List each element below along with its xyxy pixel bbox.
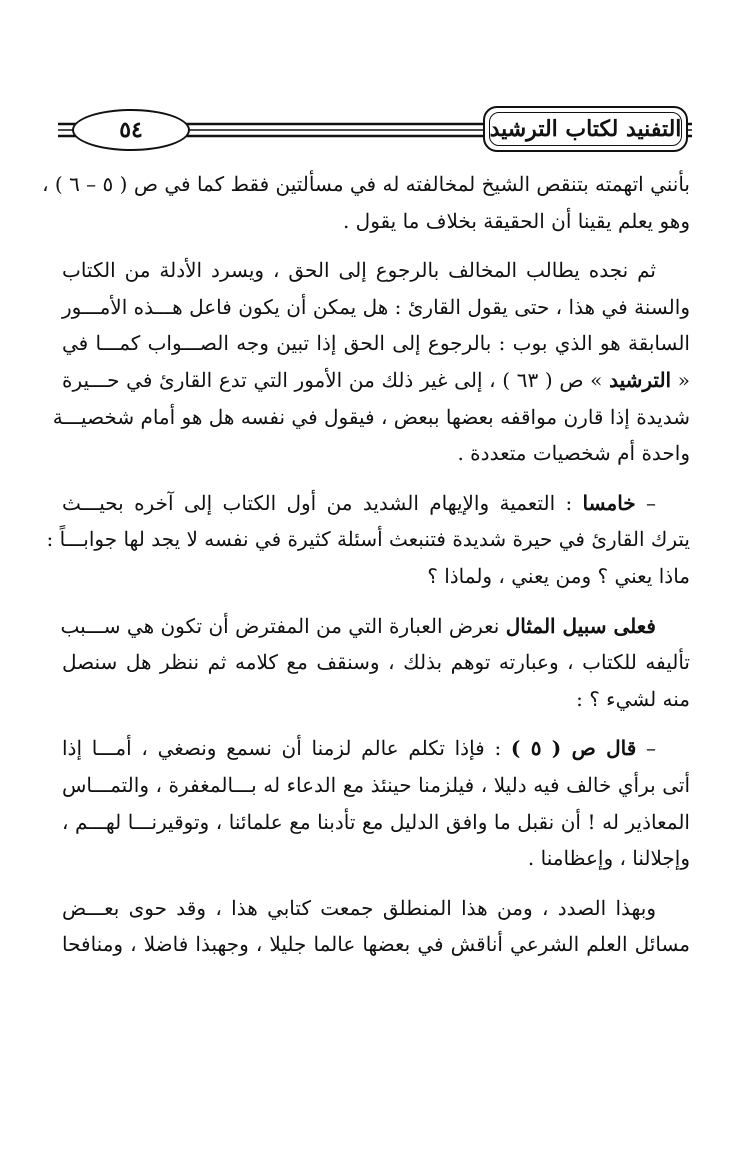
text-run: – <box>635 490 656 515</box>
bold-phrase: الترشيد <box>609 367 672 392</box>
paragraph <box>62 608 690 718</box>
text-run: نعرض العبارة التي من المفترض أن تكون هي ســـبب <box>60 613 506 638</box>
text-line <box>62 203 690 240</box>
text-run: شديدة إذا قارن مواقفه بعضها ببعض ، فيقول في نفسه هل هو أمام شخصيـــة <box>52 404 690 429</box>
text-run: بأنني اتهمته بتنقص الشيخ لمخالفته له في مسألتين فقط كما في ص ( ٥ – ٦ ) ، <box>42 172 690 196</box>
text-line <box>46 521 690 558</box>
text-line <box>62 325 690 362</box>
text-line <box>42 166 690 203</box>
paragraph-gap <box>62 717 690 730</box>
paragraph-gap <box>62 239 690 252</box>
text-run: مسائل العلم الشرعي أناقش في بعضها عالما جليلا ، وجهبذا فاضلا ، ومنافحا <box>62 932 690 957</box>
text-run: واحدة أم شخصيات متعددة . <box>457 441 690 466</box>
text-run: ثم نجده يطالب المخالف بالرجوع إلى الحق ، ويسرد الأدلة من الكتاب <box>62 258 656 283</box>
text-line <box>62 252 690 289</box>
paragraph <box>42 166 690 239</box>
paragraph <box>52 252 690 472</box>
bold-phrase: قال ص ( ٥ ) <box>510 736 637 761</box>
text-line <box>62 485 690 522</box>
paragraph-gap <box>62 595 690 608</box>
text-run: » ص ( ٦٣ ) ، إلى غير ذلك من الأمور التي تدع القارئ في حـــيرة <box>62 367 610 392</box>
text-line <box>62 644 690 681</box>
text-line <box>62 558 690 595</box>
running-title-frame <box>483 106 688 152</box>
text-line <box>62 362 690 399</box>
text-run: وبهذا الصدد ، ومن هذا المنطلق جمعت كتابي هذا ، وقد حوى بعـــض <box>62 895 656 920</box>
text-line <box>62 926 690 963</box>
page-header <box>50 100 700 160</box>
text-line <box>62 730 690 767</box>
text-line <box>62 435 690 472</box>
text-run: وإجلالنا ، وإعظامنا . <box>527 846 690 871</box>
text-line <box>62 890 690 927</box>
text-run: السابقة هو الذي بوب : بالرجوع إلى الحق إذا تبين وجه الصـــواب كمـــا في <box>62 331 690 356</box>
paragraph <box>62 890 690 963</box>
text-run: : فإذا تكلم عالم لزمنا أن نسمع ونصغي ، أمـــا إذا <box>62 736 511 761</box>
text-run: ماذا يعني ؟ ومن يعني ، ولماذا ؟ <box>427 563 690 588</box>
text-line <box>62 767 690 804</box>
text-line <box>62 289 690 326</box>
text-run: أتى برأي خالف فيه دليلا ، فيلزمنا حينئذ مع الدعاء له بـــالمغفرة ، والتمـــاس <box>62 772 690 797</box>
text-run: : التعمية والإيهام الشديد من أول الكتاب إلى آخره بحيـــث <box>62 490 583 515</box>
bold-phrase: فعلى سبيل المثال <box>505 613 656 638</box>
paragraph <box>46 485 690 595</box>
text-run: والسنة في هذا ، حتى يقول القارئ : هل يمكن أن يكون فاعل هـــذه الأمـــور <box>62 294 690 319</box>
text-run: منه لشيء ؟ : <box>576 686 690 711</box>
text-run: يترك القارئ في حيرة شديدة فتنبعث أسئلة كثيرة في نفسه لا يجد لها جوابـــاً : <box>46 527 690 552</box>
paragraph-gap <box>62 472 690 485</box>
body-text <box>42 166 690 963</box>
bold-phrase: خامسا <box>582 490 636 515</box>
text-line <box>62 608 690 645</box>
text-run: المعاذير له ! أن نقبل ما وافق الدليل مع تأدبنا مع علمائنا ، وتوقيرنـــا لهـــم ، <box>62 809 690 834</box>
text-run: – <box>636 736 656 761</box>
text-line <box>52 399 690 436</box>
paragraph-gap <box>62 877 690 890</box>
paragraph <box>62 730 690 876</box>
page-number-oval <box>72 109 190 151</box>
text-line <box>62 840 690 877</box>
running-title: التفنيد لكتاب الترشيد <box>489 112 682 146</box>
text-run: وهو يعلم يقينا أن الحقيقة بخلاف ما يقول . <box>342 208 690 233</box>
text-run: تأليفه للكتاب ، وعبارته توهم بذلك ، وسنقف مع كلامه ثم ننظر هل سنصل <box>62 650 690 675</box>
page-number: ٥٤ <box>119 117 143 143</box>
text-run: « <box>671 367 690 392</box>
text-line <box>62 681 690 718</box>
text-line <box>62 804 690 841</box>
